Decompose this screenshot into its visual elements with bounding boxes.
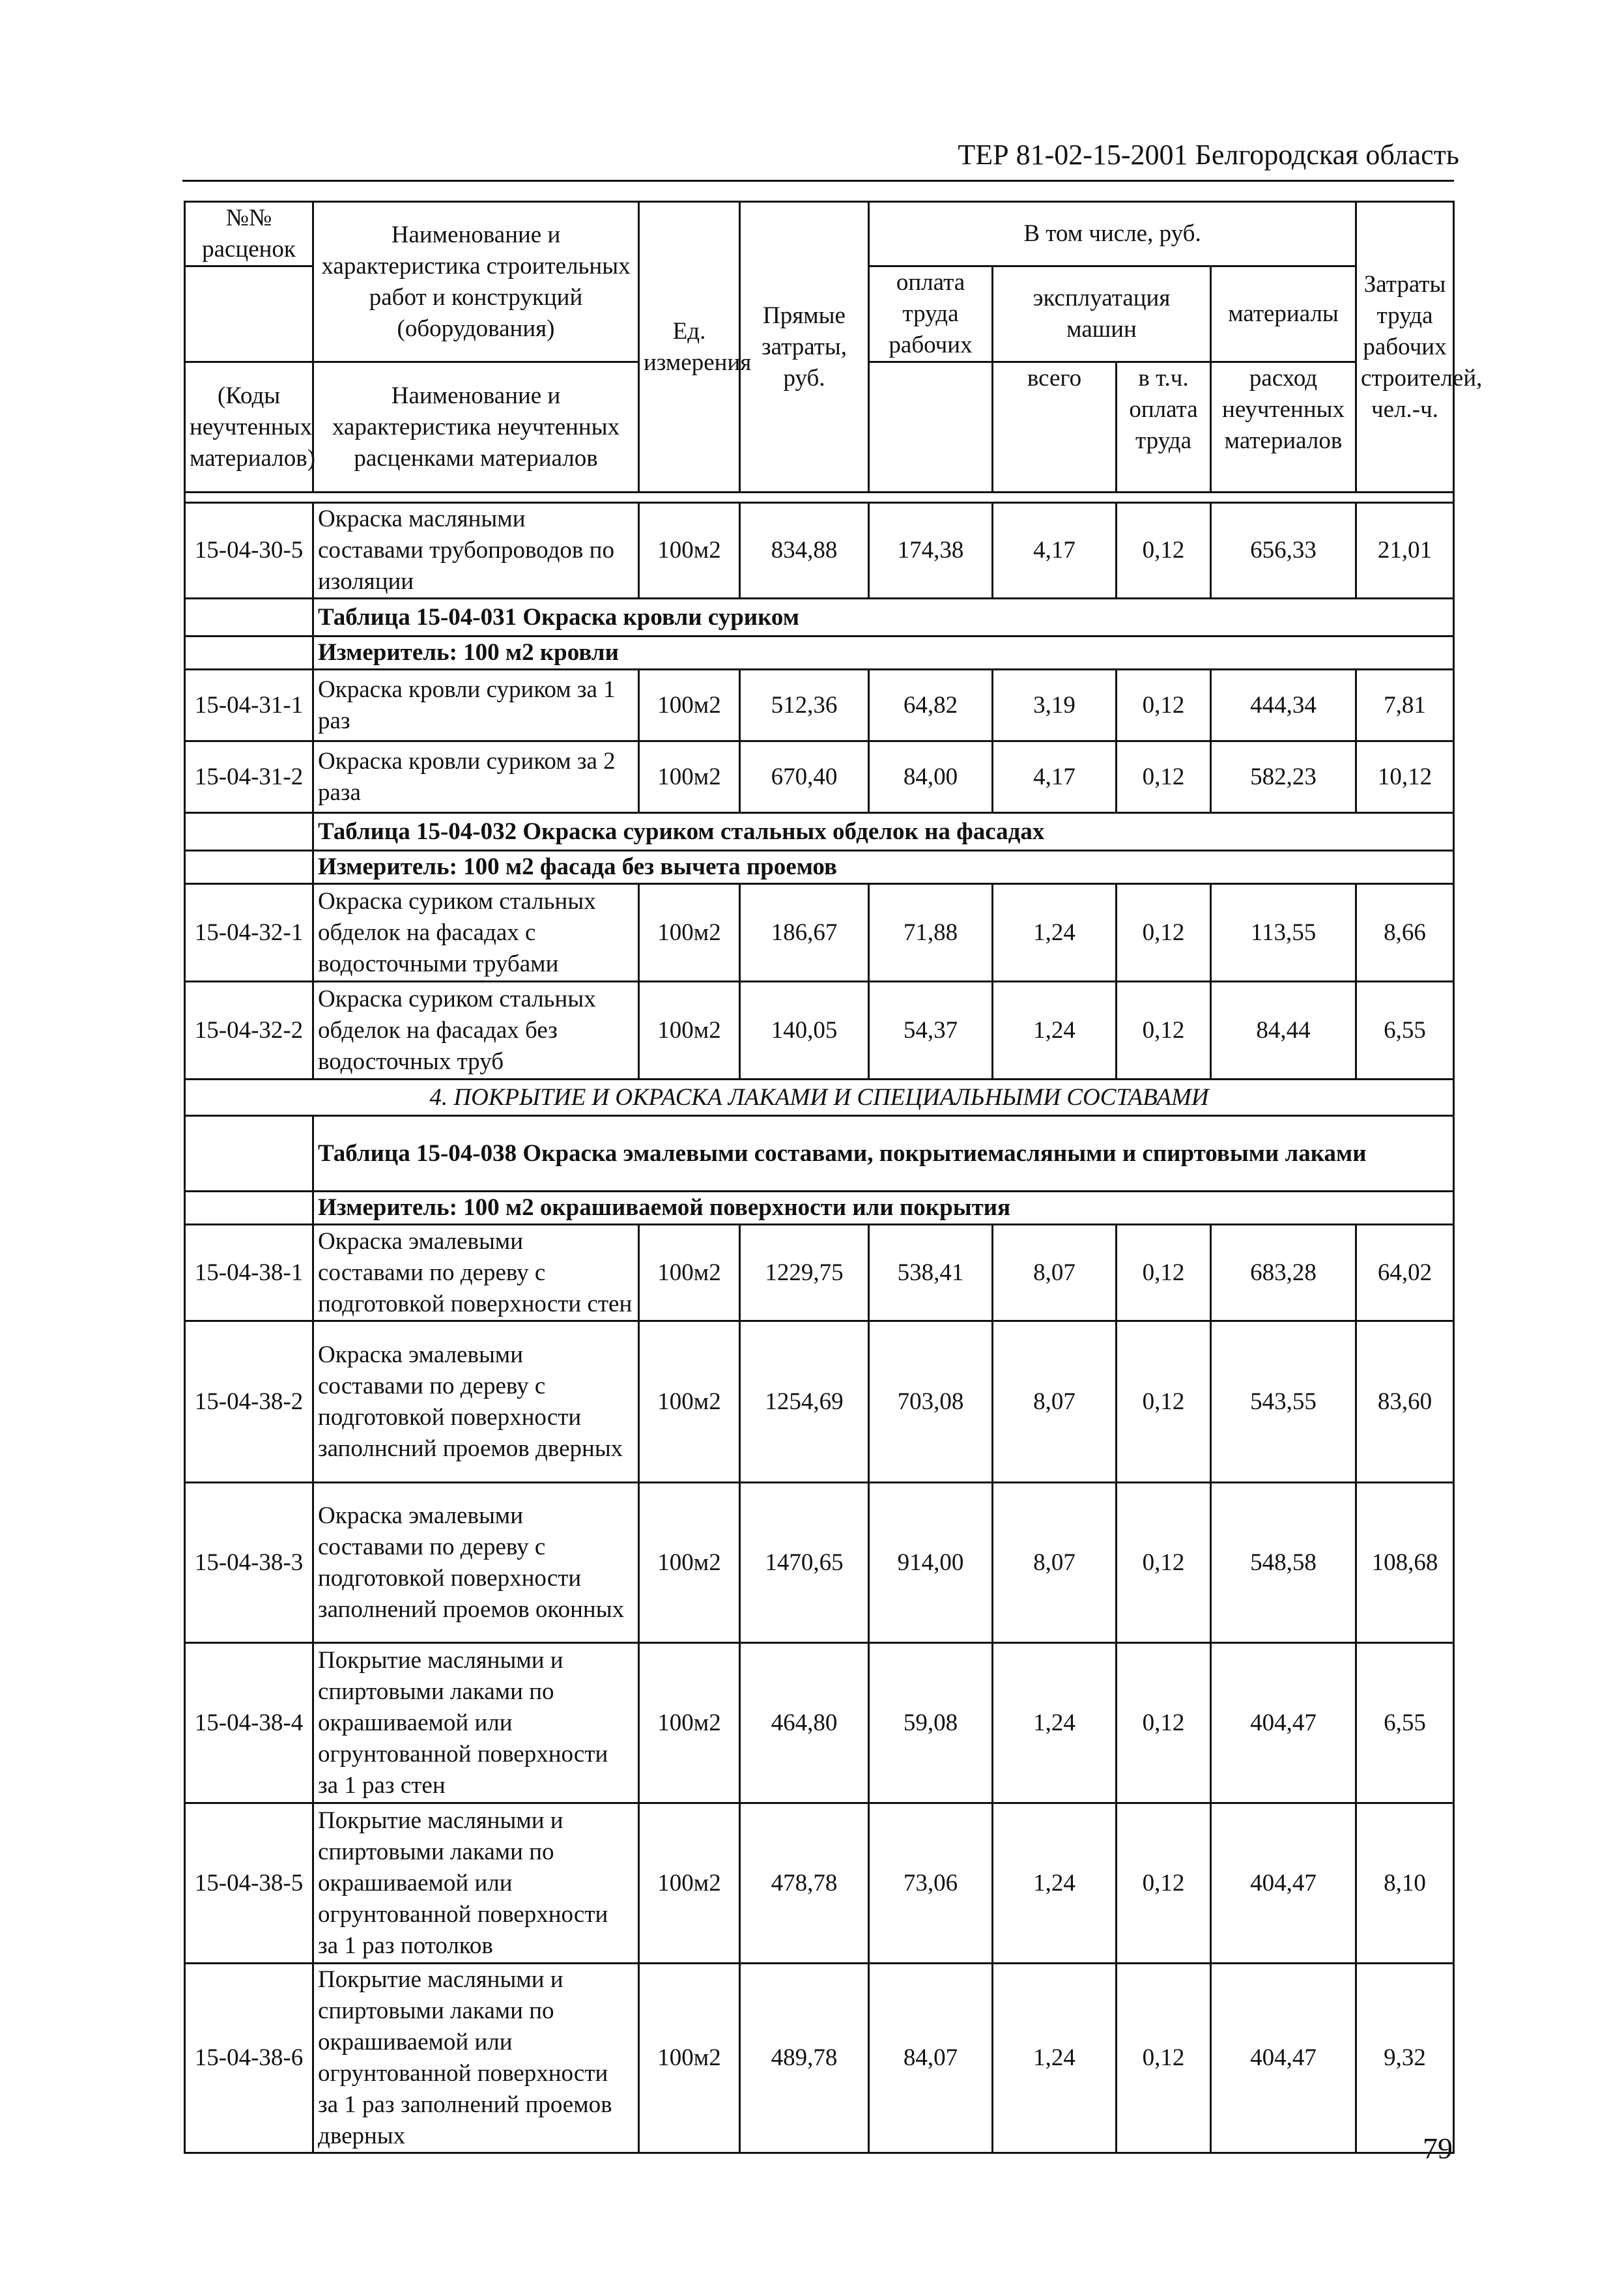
machines-total: 1,24 — [993, 1964, 1117, 2153]
machines-total: 8,07 — [993, 1483, 1117, 1643]
labor-hours: 6,55 — [1356, 982, 1454, 1080]
machines-total: 1,24 — [993, 982, 1117, 1080]
machines-labor: 0,12 — [1117, 1483, 1211, 1643]
unit-cell: 100м2 — [639, 1321, 740, 1483]
unit-cell: 100м2 — [639, 1803, 740, 1964]
col-header-materials-unaccounted: расход неучтенных материалов — [1211, 362, 1356, 493]
rate-code: 15-04-32-1 — [185, 884, 313, 982]
labor-pay: 73,06 — [869, 1803, 993, 1964]
materials-cost: 656,33 — [1211, 503, 1356, 599]
table-title: Таблица 15-04-038 Окраска эмалевыми составами, покрытиемасляными и спиртовыми лаками — [313, 1116, 1454, 1192]
labor-hours: 83,60 — [1356, 1321, 1454, 1483]
rate-code: 15-04-30-5 — [185, 503, 313, 599]
machines-total: 4,17 — [993, 503, 1117, 599]
unit-cell: 100м2 — [639, 982, 740, 1080]
labor-pay: 538,41 — [869, 1225, 993, 1321]
rate-code: 15-04-38-1 — [185, 1225, 313, 1321]
header-rule — [182, 180, 1454, 182]
table-title: Таблица 15-04-031 Окраска кровли суриком — [313, 599, 1454, 637]
labor-pay: 59,08 — [869, 1643, 993, 1803]
rate-name: Окраска масляными составами трубопроводов по изоляции — [313, 503, 639, 599]
labor-pay: 54,37 — [869, 982, 993, 1080]
table-row — [185, 1964, 1454, 2153]
machines-total: 1,24 — [993, 1643, 1117, 1803]
direct-cost: 1229,75 — [740, 1225, 869, 1321]
direct-cost: 1470,65 — [740, 1483, 869, 1643]
table-row — [185, 982, 1454, 1080]
machines-labor: 0,12 — [1117, 1803, 1211, 1964]
labor-hours: 108,68 — [1356, 1483, 1454, 1643]
col-header-unit: Ед. измерения — [639, 202, 740, 493]
labor-pay: 64,82 — [869, 670, 993, 741]
col-header-codes-unaccounted: (Коды неучтенных материалов) — [185, 362, 313, 493]
rate-code: 15-04-31-1 — [185, 670, 313, 741]
col-header-machines: эксплуатация машин — [993, 266, 1211, 362]
machines-labor: 0,12 — [1117, 1225, 1211, 1321]
col-header-code: №№ расценок — [185, 202, 313, 266]
direct-cost: 186,67 — [740, 884, 869, 982]
col-header-code-spacer — [185, 266, 313, 362]
rate-name: Покрытие масляными и спиртовыми лаками по окрашиваемой или огрунтованной поверхности за 1 раз заполнений проемов дверных — [313, 1964, 639, 2153]
rates-table — [184, 201, 1483, 2154]
col-header-name-unaccounted: Наименование и характеристика неучтенных расценками материалов — [313, 362, 639, 493]
unit-cell: 100м2 — [639, 741, 740, 813]
rate-name: Окраска эмалевыми составами по дереву с подготовкой поверхности заполнсний проемов дверных — [313, 1321, 639, 1483]
direct-cost: 140,05 — [740, 982, 869, 1080]
blank-cell — [185, 1192, 313, 1225]
labor-pay: 703,08 — [869, 1321, 993, 1483]
unit-cell: 100м2 — [639, 1964, 740, 2153]
measure-unit: Измеритель: 100 м2 кровли — [313, 637, 1454, 670]
header-gap — [185, 493, 1454, 503]
rate-name: Окраска эмалевыми составами по дереву с подготовкой поверхности стен — [313, 1225, 639, 1321]
rate-name: Покрытие масляными и спиртовыми лаками по окрашиваемой или огрунтованной поверхности за 1 раз стен — [313, 1643, 639, 1803]
machines-labor: 0,12 — [1117, 670, 1211, 741]
materials-cost: 404,47 — [1211, 1803, 1356, 1964]
rate-code: 15-04-31-2 — [185, 741, 313, 813]
unit-cell: 100м2 — [639, 503, 740, 599]
machines-labor: 0,12 — [1117, 1964, 1211, 2153]
col-header-materials: материалы — [1211, 266, 1356, 362]
labor-hours: 9,32 — [1356, 1964, 1454, 2153]
measure-unit: Измеритель: 100 м2 окрашиваемой поверхности или покрытия — [313, 1192, 1454, 1225]
machines-labor: 0,12 — [1117, 741, 1211, 813]
rate-name: Окраска эмалевыми составами по дереву с подготовкой поверхности заполнений проемов оконных — [313, 1483, 639, 1643]
direct-cost: 464,80 — [740, 1643, 869, 1803]
rate-name: Окраска суриком стальных обделок на фасадах с водосточными трубами — [313, 884, 639, 982]
direct-cost: 489,78 — [740, 1964, 869, 2153]
labor-hours: 6,55 — [1356, 1643, 1454, 1803]
rate-name: Окраска суриком стальных обделок на фасадах без водосточных труб — [313, 982, 639, 1080]
table-row — [185, 1483, 1454, 1643]
document-header: ТЕР 81-02-15-2001 Белгородская область — [958, 139, 1459, 171]
rate-code: 15-04-38-4 — [185, 1643, 313, 1803]
materials-cost: 404,47 — [1211, 1643, 1356, 1803]
rate-name: Окраска кровли суриком за 1 раз — [313, 670, 639, 741]
unit-cell: 100м2 — [639, 1483, 740, 1643]
blank-cell — [185, 851, 313, 884]
blank-cell — [185, 637, 313, 670]
table-row — [185, 670, 1454, 741]
machines-total: 8,07 — [993, 1225, 1117, 1321]
measure-unit: Измеритель: 100 м2 фасада без вычета проемов — [313, 851, 1454, 884]
machines-labor: 0,12 — [1117, 503, 1211, 599]
labor-hours: 8,10 — [1356, 1803, 1454, 1964]
unit-cell: 100м2 — [639, 884, 740, 982]
col-header-name: Наименование и характеристика строительных работ и конструкций (оборудования) — [313, 202, 639, 362]
col-header-labor-pay: оплата труда рабочих — [869, 266, 993, 362]
materials-cost: 683,28 — [1211, 1225, 1356, 1321]
labor-hours: 21,01 — [1356, 503, 1454, 599]
table-row — [185, 1803, 1454, 1964]
labor-hours: 7,81 — [1356, 670, 1454, 741]
table-row — [185, 503, 1454, 599]
direct-cost: 670,40 — [740, 741, 869, 813]
rate-code: 15-04-38-6 — [185, 1964, 313, 2153]
unit-cell: 100м2 — [639, 1643, 740, 1803]
table-row — [185, 1643, 1454, 1803]
materials-cost: 548,58 — [1211, 1483, 1356, 1643]
materials-cost: 444,34 — [1211, 670, 1356, 741]
table-title: Таблица 15-04-032 Окраска суриком стальных обделок на фасадах — [313, 813, 1454, 851]
labor-pay: 84,00 — [869, 741, 993, 813]
direct-cost: 834,88 — [740, 503, 869, 599]
table-row — [185, 884, 1454, 982]
table-row — [185, 1321, 1454, 1483]
rate-name: Покрытие масляными и спиртовыми лаками по окрашиваемой или огрунтованной поверхности за 1 раз потолков — [313, 1803, 639, 1964]
machines-total: 8,07 — [993, 1321, 1117, 1483]
labor-hours: 8,66 — [1356, 884, 1454, 982]
blank-cell — [185, 599, 313, 637]
col-header-labor-hours: Затраты труда рабочих строителей, чел.-ч. — [1356, 202, 1454, 493]
blank-cell — [185, 1116, 313, 1192]
col-header-direct: Прямые затраты, руб. — [740, 202, 869, 493]
rate-code: 15-04-38-5 — [185, 1803, 313, 1964]
labor-pay: 174,38 — [869, 503, 993, 599]
materials-cost: 404,47 — [1211, 1964, 1356, 2153]
direct-cost: 1254,69 — [740, 1321, 869, 1483]
rate-code: 15-04-38-3 — [185, 1483, 313, 1643]
materials-cost: 84,44 — [1211, 982, 1356, 1080]
machines-total: 3,19 — [993, 670, 1117, 741]
labor-pay: 84,07 — [869, 1964, 993, 2153]
table-row — [185, 741, 1454, 813]
machines-labor: 0,12 — [1117, 884, 1211, 982]
col-header-machines-labor: в т.ч. оплата труда — [1117, 362, 1211, 493]
materials-cost: 582,23 — [1211, 741, 1356, 813]
labor-hours: 10,12 — [1356, 741, 1454, 813]
unit-cell: 100м2 — [639, 1225, 740, 1321]
machines-total: 1,24 — [993, 1803, 1117, 1964]
materials-cost: 543,55 — [1211, 1321, 1356, 1483]
direct-cost: 512,36 — [740, 670, 869, 741]
machines-labor: 0,12 — [1117, 1643, 1211, 1803]
materials-cost: 113,55 — [1211, 884, 1356, 982]
machines-labor: 0,12 — [1117, 982, 1211, 1080]
col-header-including: В том числе, руб. — [869, 202, 1356, 266]
page-number: 79 — [1423, 2132, 1453, 2165]
machines-total: 1,24 — [993, 884, 1117, 982]
blank-cell — [185, 813, 313, 851]
col-header-machines-total: всего — [993, 362, 1117, 493]
table-row — [185, 1225, 1454, 1321]
labor-pay: 914,00 — [869, 1483, 993, 1643]
machines-total: 4,17 — [993, 741, 1117, 813]
labor-pay: 71,88 — [869, 884, 993, 982]
unit-cell: 100м2 — [639, 670, 740, 741]
rate-code: 15-04-38-2 — [185, 1321, 313, 1483]
col-header-labor-spacer — [869, 362, 993, 493]
rate-name: Окраска кровли суриком за 2 раза — [313, 741, 639, 813]
section-heading: 4. ПОКРЫТИЕ И ОКРАСКА ЛАКАМИ И СПЕЦИАЛЬНЫМИ СОСТАВАМИ — [185, 1080, 1454, 1116]
labor-hours: 64,02 — [1356, 1225, 1454, 1321]
direct-cost: 478,78 — [740, 1803, 869, 1964]
rate-code: 15-04-32-2 — [185, 982, 313, 1080]
machines-labor: 0,12 — [1117, 1321, 1211, 1483]
